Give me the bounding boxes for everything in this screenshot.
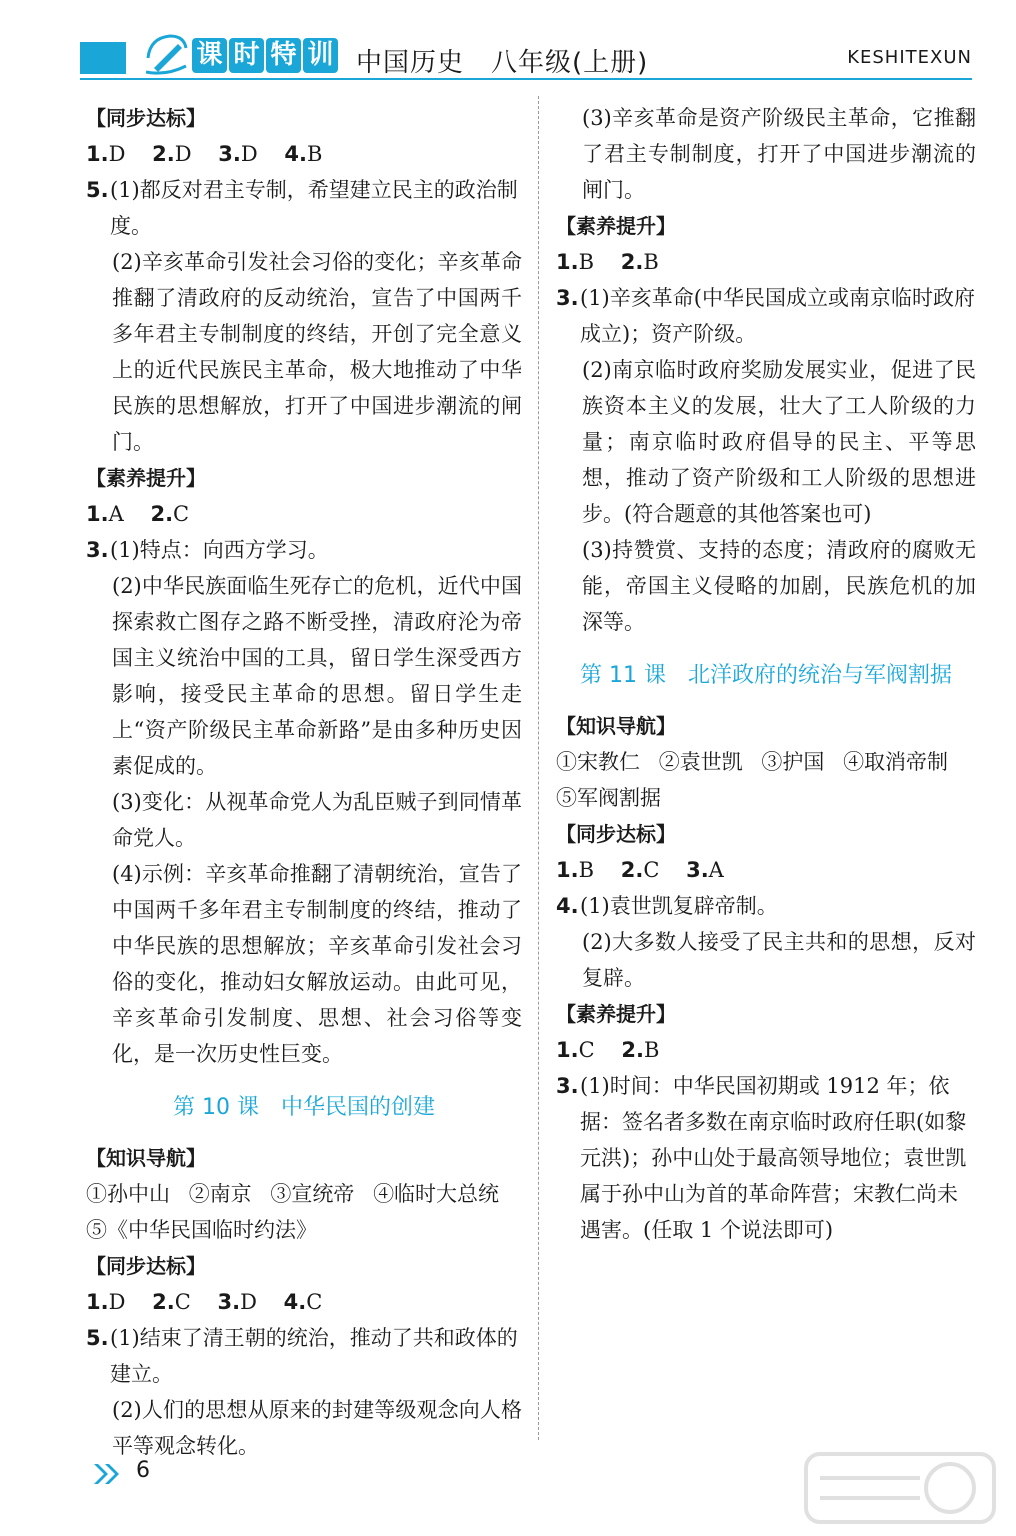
nav-item: ⑤《中华民国临时约法》 — [86, 1218, 317, 1242]
answer-text: (1)特点：向西方学习。 — [110, 538, 329, 562]
answer-text: (1)结束了清王朝的统治，推动了共和政体的建立。 — [110, 1326, 518, 1386]
page-number: 6 — [136, 1458, 150, 1483]
answer-text: (3)持赞赏、支持的态度；清政府的腐败无能，帝国主义侵略的加剧，民族危机的加深等。 — [582, 538, 976, 634]
logo-char: 时 — [229, 38, 264, 73]
answer: 2.B — [620, 250, 659, 274]
nav-item: ①孙中山 — [86, 1182, 170, 1206]
question-number: 4. — [556, 894, 579, 918]
answer: 2.B — [621, 1038, 660, 1062]
answer-text: (2)大多数人接受了民主共和的思想，反对复辟。 — [582, 930, 976, 990]
answer: 2.C — [620, 858, 660, 882]
header-color-block — [80, 42, 126, 74]
question-number: 3. — [86, 538, 109, 562]
nav-item: ②南京 — [188, 1182, 252, 1206]
answer: 4.C — [283, 1290, 323, 1314]
answer: 4.B — [284, 142, 323, 166]
header-brand: KESHITEXUN — [847, 47, 972, 68]
answer: 2.C — [152, 1290, 191, 1314]
pen-logo-icon — [140, 28, 192, 80]
nav-item: ③护国 — [761, 750, 825, 774]
nav-item: ②袁世凯 — [658, 750, 743, 774]
page-header — [0, 0, 1016, 90]
answer: 3.A — [686, 858, 724, 882]
answer-text: (2)人们的思想从原来的封建等级观念向人格平等观念转化。 — [112, 1398, 522, 1458]
answer-row — [556, 852, 976, 888]
answer: 1.C — [556, 1038, 595, 1062]
answer: 1.B — [556, 250, 595, 274]
section-title: 【素养提升】 — [556, 214, 676, 238]
question-number: 3. — [556, 1074, 579, 1098]
right-column — [556, 100, 976, 1248]
question-item — [556, 1068, 976, 1248]
logo-char: 课 — [192, 38, 227, 73]
answer: 3.D — [218, 142, 258, 166]
question-number: 5. — [86, 1326, 109, 1350]
section-title: 【同步达标】 — [556, 822, 676, 846]
answer: 2.C — [150, 502, 190, 526]
question-item — [86, 172, 522, 244]
section-title: 【素养提升】 — [86, 466, 206, 490]
question-number: 5. — [86, 178, 109, 202]
double-chevron-right-icon — [92, 1462, 122, 1486]
answer-text: (1)时间：中华民国初期或 1912 年；依据：签名者多数在南京临时政府任职(如黎元洪)；孙中山处于最高领导地位；袁世凯属于孙中山为首的革命阵营；宋教仁尚未遇害。(任取 1 个说法即可) — [580, 1074, 967, 1242]
answer-text: (1)都反对君主专制，希望建立民主的政治制度。 — [110, 178, 518, 238]
answer: 1.B — [556, 858, 595, 882]
answer-text: (4)示例：辛亥革命推翻了清朝统治，宣告了中国两千多年君主专制制度的终结，推动了中华民族的思想解放；辛亥革命引发社会习俗的变化，推动妇女解放运动。由此可见，辛亥革命引发制度、思想、社会习俗等变化，是一次历史性巨变。 — [112, 862, 522, 1066]
answer: 1.A — [86, 502, 124, 526]
header-subject: 中国历史 八年级(上册) — [356, 48, 649, 78]
left-column — [86, 100, 522, 1464]
answer-text: (2)南京临时政府奖励发展实业，促进了民族资本主义的发展，壮大了工人阶级的力量；南京临时政府倡导的民主、平等思想，推动了资产阶级和工人阶级的思想进步。(符合题意的其他答案也可) — [582, 358, 976, 526]
logo-char: 特 — [266, 38, 301, 73]
column-divider — [538, 96, 539, 1440]
header-rule — [80, 78, 972, 80]
answer-row — [86, 496, 522, 532]
answer-text: (1)辛亥革命(中华民国成立或南京临时政府成立)；资产阶级。 — [580, 286, 975, 346]
answer-text: (1)袁世凯复辟帝制。 — [580, 894, 778, 918]
nav-item: ③宣统帝 — [270, 1182, 355, 1206]
question-item — [86, 1320, 522, 1392]
answer-text: (3)变化：从视革命党人为乱臣贼子到同情革命党人。 — [112, 790, 522, 850]
section-title: 【同步达标】 — [86, 1254, 206, 1278]
answer: 1.D — [86, 1290, 126, 1314]
answer: 3.D — [217, 1290, 257, 1314]
question-item — [556, 280, 976, 352]
section-title: 【知识导航】 — [86, 1146, 206, 1170]
nav-item: ⑤军阀割据 — [556, 786, 661, 810]
answer-row — [556, 244, 976, 280]
header-logo — [192, 38, 340, 78]
answer-text: (2)中华民族面临生死存亡的危机，近代中国探索救亡图存之路不断受挫，清政府沦为帝国主义统治中国的工具，留日学生深受西方影响，接受民主革命的思想。留日学生走上“资产阶级民主革命新路”是由多种历史因素促成的。 — [112, 574, 522, 778]
question-item — [556, 888, 976, 924]
answer: 2.D — [152, 142, 192, 166]
section-title: 【同步达标】 — [86, 106, 206, 130]
section-title: 【素养提升】 — [556, 1002, 676, 1026]
nav-item: ④取消帝制 — [843, 750, 949, 774]
section-title: 【知识导航】 — [556, 714, 676, 738]
knowledge-nav — [86, 1176, 522, 1248]
nav-item: ①宋教仁 — [556, 750, 640, 774]
watermark-logo — [800, 1448, 1000, 1528]
answer-row — [86, 1284, 522, 1320]
question-number: 3. — [556, 286, 579, 310]
answer: 1.D — [86, 142, 126, 166]
nav-item: ④临时大总统 — [373, 1182, 500, 1206]
knowledge-nav — [556, 744, 976, 816]
logo-char: 训 — [303, 38, 338, 73]
question-item — [86, 532, 522, 568]
answer-text: (2)辛亥革命引发社会习俗的变化；辛亥革命推翻了清政府的反动统治，宣告了中国两千多年君主专制制度的终结，开创了完全意义上的近代民族民主革命，极大地推动了中华民族的思想解放，打开了中国进步潮流的闸门。 — [112, 250, 522, 454]
answer-row — [86, 136, 522, 172]
answer-row — [556, 1032, 976, 1068]
answer-text: (3)辛亥革命是资产阶级民主革命，它推翻了君主专制制度，打开了中国进步潮流的闸门。 — [582, 106, 976, 202]
lesson-title: 第 11 课 北洋政府的统治与军阀割据 — [580, 663, 952, 688]
lesson-title: 第 10 课 中华民国的创建 — [173, 1095, 435, 1120]
